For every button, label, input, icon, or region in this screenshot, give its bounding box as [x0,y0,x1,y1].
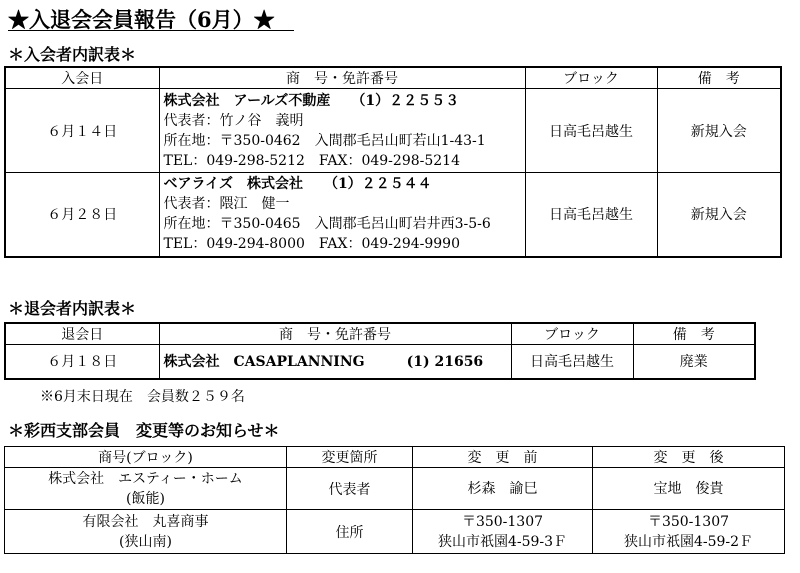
admission-block: 日高毛呂越生 [525,89,657,173]
header-after: 変 更 後 [593,447,785,468]
after-value-cell [593,468,785,510]
table-row [5,510,785,554]
address: 所在地：〒350-0465 入間郡毛呂山町岩井西3-5-6 [163,216,491,233]
phone-fax: TEL：049-294-8000 FAX：049-294-9990 [163,236,460,253]
admission-firm-cell [159,173,525,257]
header-date: 退会日 [5,323,159,345]
before-value: 杉森 諭巳 [467,480,538,497]
changes-table [4,446,785,554]
firm-name: ベアライズ 株式会社 （1）２２５４４ [163,176,432,193]
withdrawal-firm-name: 株式会社 CASAPLANNING (1) 21656 [159,345,511,379]
before-value-cell [413,468,593,510]
after-value-cell [593,510,785,554]
table-row [5,89,781,173]
header-name: 商 号・免許番号 [159,67,525,89]
changes-firm-cell [5,468,287,510]
changed-field: 代表者 [287,468,413,510]
firm-block: (飯能) [126,490,165,507]
firm-block: (狭山南) [119,533,172,550]
representative: 代表者：隈江 健一 [163,196,290,213]
admission-date: ６月１４日 [5,89,159,173]
admission-table [4,66,782,258]
admission-firm-cell [159,89,525,173]
admission-date: ６月２８日 [5,173,159,257]
header-note: 備 考 [633,323,755,345]
admission-heading: ＊入会者内訳表＊ [8,45,137,64]
header-block: ブロック [525,67,657,89]
admission-block: 日高毛呂越生 [525,173,657,257]
before-postal: 〒350-1307 [461,513,544,530]
withdrawal-block: 日高毛呂越生 [511,345,633,379]
header-field: 変更箇所 [287,447,413,468]
firm-name: 有限会社 丸喜商事 [82,513,209,530]
withdrawal-date: ６月１８日 [5,345,159,379]
admission-note: 新規入会 [657,173,781,257]
page-title: ★入退会会員報告（6月）★ [8,7,275,32]
after-address: 狭山市祇園4-59-2Ｆ [623,533,754,550]
before-value-cell [413,510,593,554]
admission-note: 新規入会 [657,89,781,173]
withdrawal-heading: ＊退会者内訳表＊ [8,299,137,318]
withdrawal-table [4,322,756,380]
header-block: ブロック [511,323,633,345]
title-underline [8,30,294,31]
header-note: 備 考 [657,67,781,89]
changes-firm-cell [5,510,287,554]
header-before: 変 更 前 [413,447,593,468]
member-count-note: ※6月末日現在 会員数２５９名 [40,389,245,405]
admission-header-row [5,67,781,89]
table-row [5,345,755,379]
withdrawal-header-row [5,323,755,345]
before-address: 狭山市祇園4-59-3Ｆ [437,533,568,550]
table-row [5,173,781,257]
firm-name: 株式会社 エスティー・ホーム [48,470,243,487]
after-postal: 〒350-1307 [647,513,730,530]
header-firm-block: 商号(ブロック) [5,447,287,468]
firm-name: 株式会社 アールズ不動産 （1）２２５５３ [163,92,460,109]
changes-heading: ＊彩西支部会員 変更等のお知らせ＊ [8,421,280,440]
header-name: 商 号・免許番号 [159,323,511,345]
withdrawal-note: 廃業 [633,345,755,379]
header-date: 入会日 [5,67,159,89]
after-value: 宝地 俊貴 [653,480,724,497]
representative: 代表者：竹ノ谷 義明 [163,112,304,129]
changed-field: 住所 [287,510,413,554]
phone-fax: TEL：049-298-5212 FAX：049-298-5214 [163,152,460,169]
address: 所在地：〒350-0462 入間郡毛呂山町若山1-43-1 [163,132,486,149]
changes-header-row [5,447,785,468]
table-row [5,468,785,510]
